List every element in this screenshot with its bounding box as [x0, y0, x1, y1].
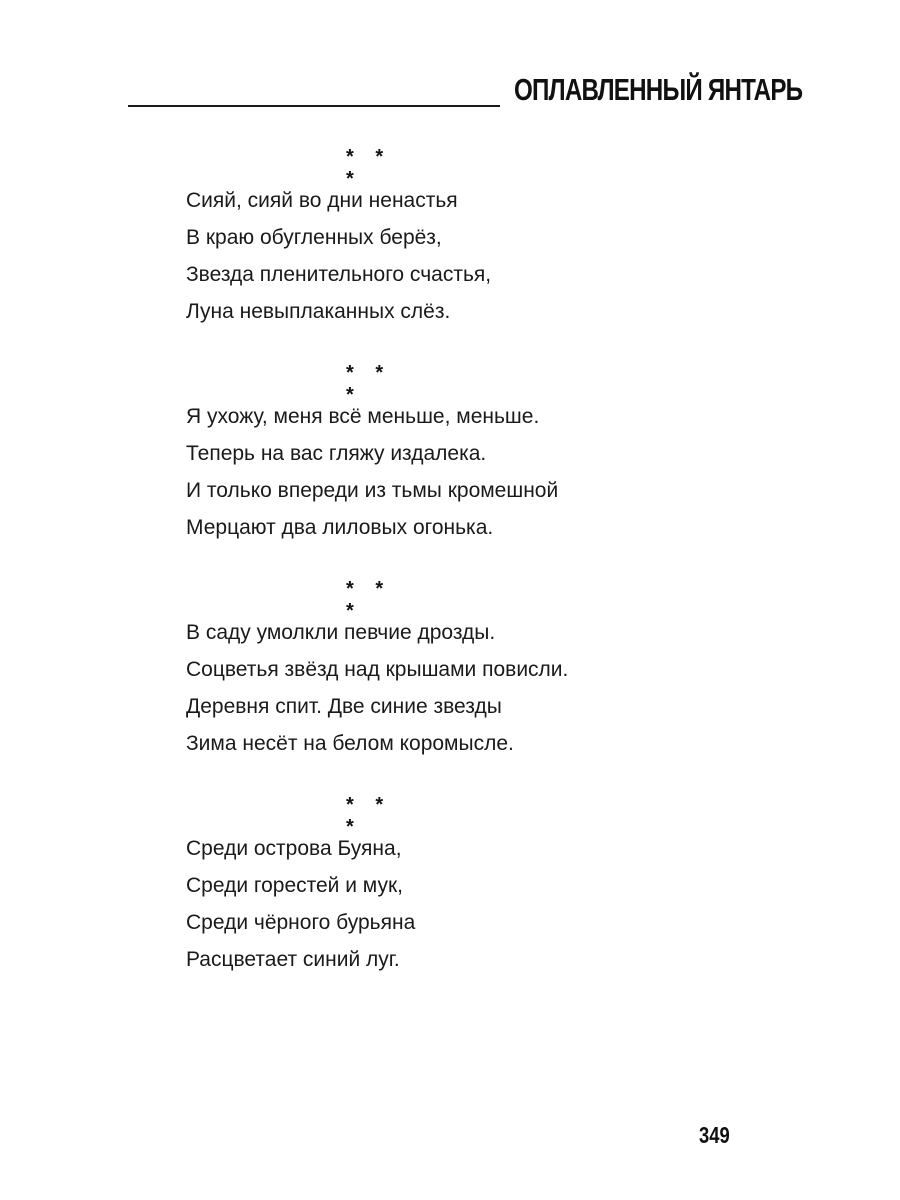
- poem-line: Я ухожу, меня всё меньше, меньше.: [186, 405, 540, 428]
- poem-line: Сияй, сияй во дни ненастья: [186, 189, 458, 212]
- poem-line: Теперь на вас гляжу издалека.: [186, 442, 487, 465]
- poem-line: В краю обугленных берёз,: [186, 226, 442, 249]
- stanza-4: [186, 794, 706, 978]
- poem-line: Расцветает синий луг.: [186, 948, 400, 971]
- stanza-divider: * * *: [346, 362, 392, 406]
- running-header-title: ОПЛАВЛЕННЫЙ ЯНТАРЬ: [514, 72, 803, 107]
- stanza-divider: * * *: [346, 578, 392, 622]
- poem-line: Соцветья звёзд над крышами повисли.: [186, 658, 569, 681]
- poem-line: Звезда пленительного счастья,: [186, 263, 492, 286]
- stanza-divider: * * *: [346, 794, 392, 838]
- poem-line: Луна невыплаканных слёз.: [186, 300, 451, 323]
- poem-line: Среди острова Буяна,: [186, 837, 402, 860]
- stanza-3: [186, 578, 706, 762]
- header-rule: [128, 105, 500, 107]
- poem-line: Зима несёт на белом коромысле.: [186, 732, 514, 755]
- poem-line: В саду умолкли певчие дрозды.: [186, 621, 496, 644]
- stanza-2: [186, 362, 706, 546]
- poem-line: Деревня спит. Две синие звезды: [186, 695, 502, 718]
- stanza-1: [186, 146, 706, 330]
- poem-line: Среди горестей и мук,: [186, 874, 404, 897]
- poem-line: И только впереди из тьмы кромешной: [186, 479, 559, 502]
- page-number: 349: [699, 1122, 730, 1148]
- poem-line: Среди чёрного бурьяна: [186, 911, 416, 934]
- poem-line: Мерцают два лиловых огонька.: [186, 516, 494, 539]
- stanza-divider: * * *: [346, 146, 392, 190]
